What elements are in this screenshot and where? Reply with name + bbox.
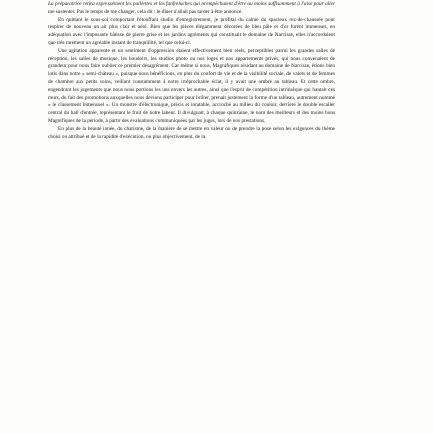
paragraph-2: En quittant le sous-sol comportant l'étouffant studio d'enregistrement, je profitai du calme du spacieux rez-de-chaussée pour respirer de nouveau un air plus clair et aéré. Bien que les pièces élégamment décorées de bleu pâle et d'or furent immenses, en adéquation avec l'imposante bâtisse de pierre grise et les jardins agréments qui constituait le domaine de Narcisse, elles n'accordaient que très rarement un agréable instant de tranquillité, tel que celui-ci. bbox=[48, 16, 335, 46]
paragraph-4: En plus de la beauté innée, du charisme, de la manière de se mettre en valeur ou de prendre la pose selon les exigences du thème choisi ou attribué et de la rapidité d'exécution, ou plus objectivement, de la bbox=[48, 125, 335, 140]
body-text bbox=[48, 1, 335, 141]
paragraph-1: La préparatrice retira expressément les paillettes et les fanfreluches qui m'empêchaient d'être au moins suffisamment à l'aise pour aller me sustenter. Pas le temps de me changer, cela dit : le dîner n'allait pas tarder à être annoncé. bbox=[48, 1, 335, 15]
paragraph-3: Une agitation apparente et un sentiment d'oppression étaient effectivement bien réels, perceptibles parmi les grandes salles de réception, les salles de musique, les boudoirs, les studios photo ou nos loges et nos appartements privés, qui nous convenaient de grandeur pour nous faire oublier ce premier désagrément. Car même si nous, Magnifiques résidant au domaine de Narcisse, étions bien lotis dans notre « semi-château », puisque nous bénéficions, en plus du confort de vie et de la visibilité sociale, de valets et de femmes de chambre aux petits soins, veillant constamment à notre irréprochable éclat, il y avait une ombre au tableau. Et cette ombre, engendrant les jugements que nous nous portions les uns envers les autres, ainsi que l'esprit de compétition intrinsèque qui hantait ces murs, du fait des promotions auxquelles nous devions participer pour briller, prenait justement la forme d'un tableau, autrement nommé « le classement bimensuel ». Un monstre d'électronique, précis et inratable, accroché au milieu du couloir, derrière le double escalier central du hall d'entrée, représentant le fruit de notre labeur. Il divulguait, à chaque quinzaine, le nom des meilleurs et des moins bons Magnifiques de la période, à partir des évaluations communiquées par les juges, lors de nos prestations. bbox=[48, 47, 335, 124]
